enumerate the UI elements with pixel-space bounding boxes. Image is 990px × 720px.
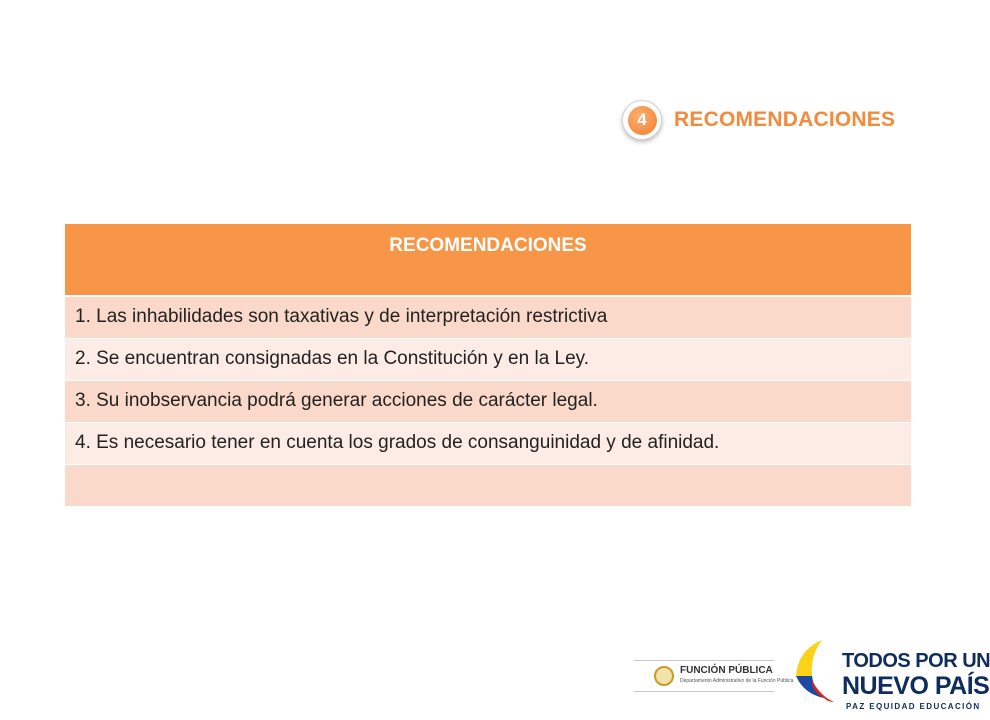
funcion-publica-logo bbox=[634, 660, 794, 692]
section-title: RECOMENDACIONES bbox=[674, 108, 896, 131]
slogan-line-1: TODOS POR UN bbox=[842, 650, 990, 672]
recommendations-table bbox=[65, 224, 911, 507]
slogan-line-2: NUEVO PAÍS bbox=[842, 672, 990, 700]
funcion-publica-subtitle: Departamento Administrativo de la Función Pública bbox=[680, 678, 794, 684]
step-number-badge bbox=[622, 100, 662, 140]
table-header-row bbox=[65, 224, 911, 296]
table-row bbox=[65, 380, 911, 422]
table-row-empty bbox=[65, 464, 911, 506]
table-cell bbox=[65, 464, 911, 506]
colombia-flag-mark-icon bbox=[792, 636, 836, 716]
section-header bbox=[622, 100, 895, 140]
table-cell: 4. Es necesario tener en cuenta los grados de consanguinidad y de afinidad. bbox=[65, 422, 911, 464]
table-cell: 1. Las inhabilidades son taxativas y de interpretación restrictiva bbox=[65, 296, 911, 338]
table-row bbox=[65, 296, 911, 338]
table-cell: 3. Su inobservancia podrá generar acciones de carácter legal. bbox=[65, 380, 911, 422]
funcion-publica-name: FUNCIÓN PÚBLICA bbox=[680, 665, 773, 676]
slogan-tagline: PAZ EQUIDAD EDUCACIÓN bbox=[846, 702, 981, 711]
table-cell: 2. Se encuentran consignadas en la Constitución y en la Ley. bbox=[65, 338, 911, 380]
step-number: 4 bbox=[628, 106, 657, 135]
footer-logos bbox=[630, 636, 990, 716]
table-row bbox=[65, 338, 911, 380]
table-header: RECOMENDACIONES bbox=[65, 224, 911, 296]
table-row bbox=[65, 422, 911, 464]
coat-of-arms-icon bbox=[654, 666, 674, 686]
